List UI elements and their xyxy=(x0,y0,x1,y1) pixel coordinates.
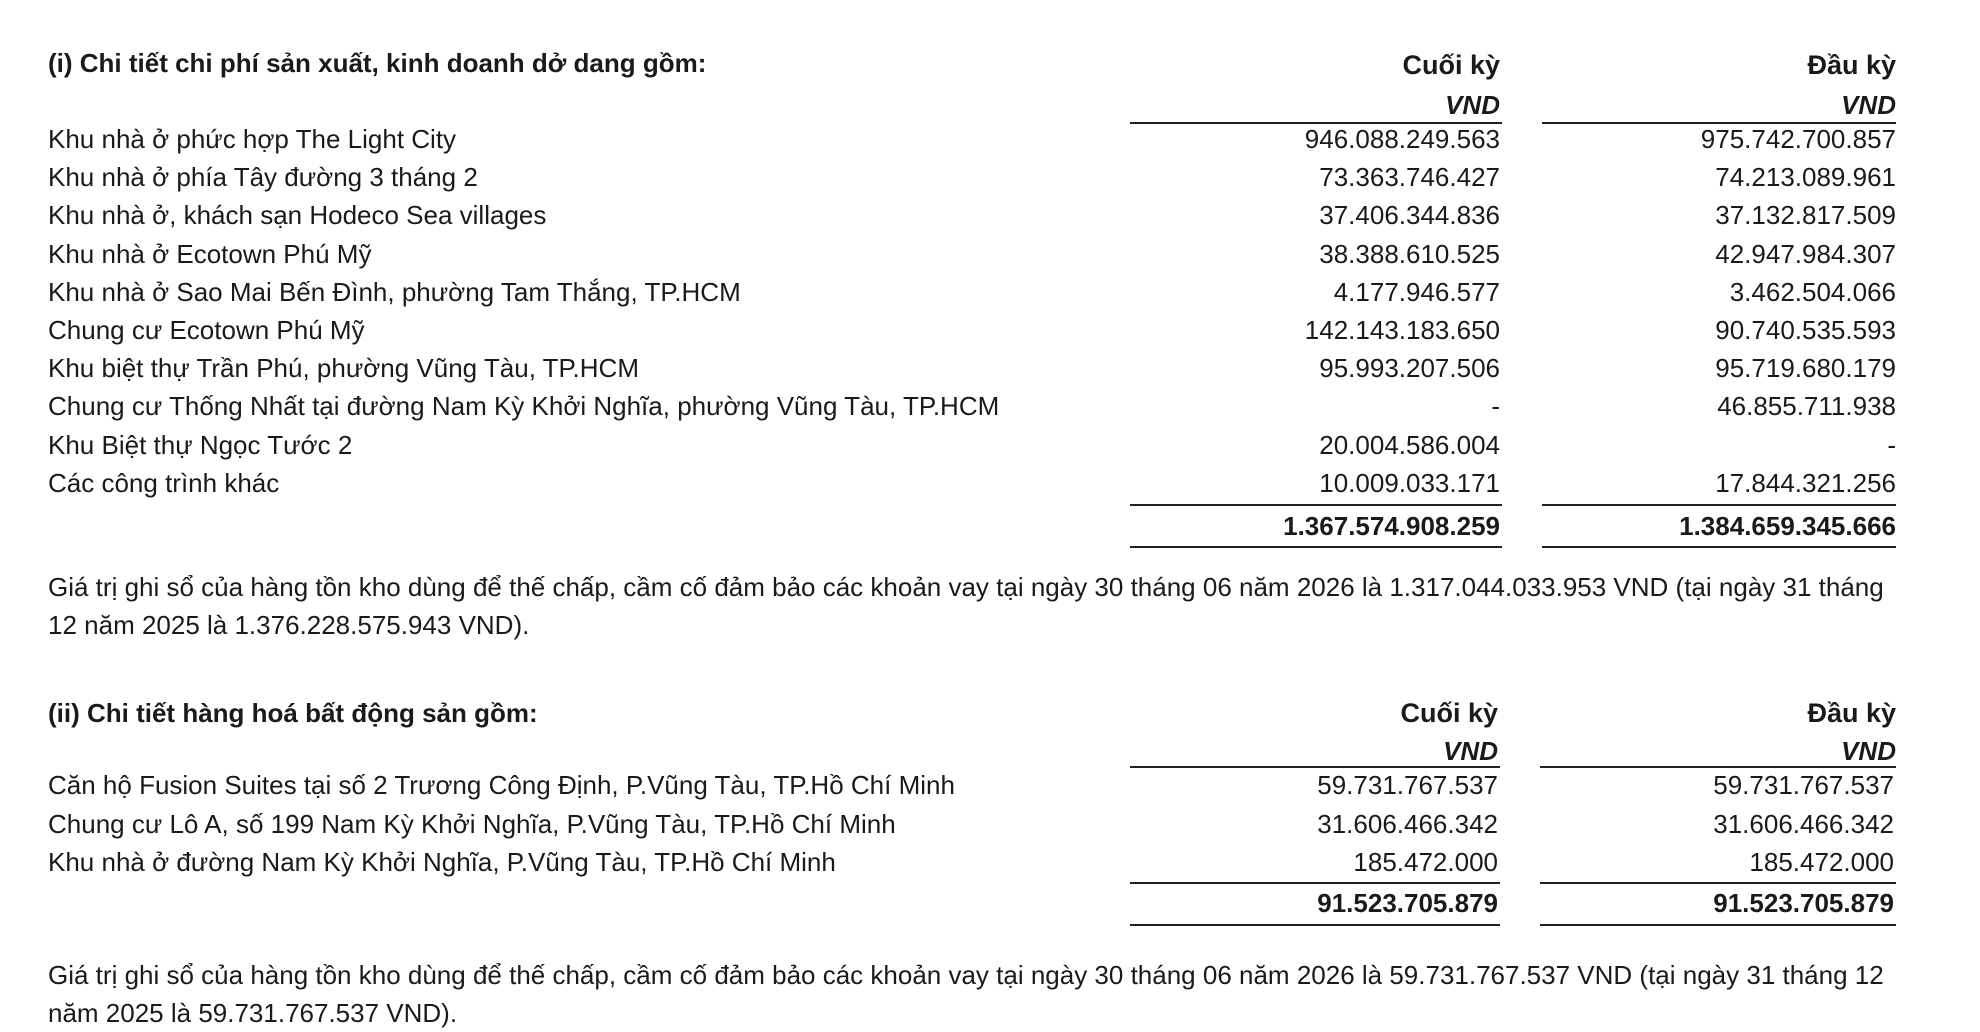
table-row xyxy=(48,162,1900,200)
header-rule-end xyxy=(1130,766,1500,768)
row-begin-value: 95.719.680.179 xyxy=(1715,353,1896,384)
pledged-inventory-note: Giá trị ghi sổ của hàng tồn kho dùng để thế chấp, cầm cố đảm bảo các khoản vay tại ngày 30 tháng 06 năm 2026 là 1.317.044.033.953 VND (tại ngày 31 tháng 12 năm 2025 là 1.376.228.575.943 VND). xyxy=(48,572,1884,640)
row-end-value: 20.004.586.004 xyxy=(1319,429,1500,460)
row-end-value: 38.388.610.525 xyxy=(1319,238,1500,269)
row-label: Khu nhà ở đường Nam Kỳ Khởi Nghĩa, P.Vũng Tàu, TP.Hồ Chí Minh xyxy=(48,847,836,877)
col-end-unit: VND xyxy=(1445,90,1500,120)
total-rule-bottom-begin xyxy=(1540,924,1896,926)
table-row xyxy=(48,391,1900,429)
row-begin-value: 42.947.984.307 xyxy=(1715,238,1896,269)
section-title: (i) Chi tiết chi phí sản xuất, kinh doanh dở dang gồm: xyxy=(48,48,707,78)
row-end-value: 37.406.344.836 xyxy=(1319,200,1500,231)
row-begin-value: 17.844.321.256 xyxy=(1715,467,1896,498)
row-label: Chung cư Ecotown Phú Mỹ xyxy=(48,315,365,345)
row-end-value: 95.993.207.506 xyxy=(1319,353,1500,384)
row-begin-value: 975.742.700.857 xyxy=(1700,124,1896,154)
row-label: Khu nhà ở phía Tây đường 3 tháng 2 xyxy=(48,162,478,193)
row-begin-value: 74.213.089.961 xyxy=(1715,162,1896,193)
col-begin-period-header: Đầu kỳ xyxy=(1807,50,1896,80)
row-begin-value: 31.606.466.342 xyxy=(1713,808,1894,839)
col-end-unit: VND xyxy=(1443,736,1498,766)
table-row xyxy=(48,770,1900,808)
row-label: Chung cư Thống Nhất tại đường Nam Kỳ Khởi Nghĩa, phường Vũng Tàu, TP.HCM xyxy=(48,391,1000,422)
row-begin-value: - xyxy=(1887,429,1896,460)
table-row xyxy=(48,847,1900,885)
table-row xyxy=(48,239,1900,277)
col-end-period-header: Cuối kỳ xyxy=(1402,50,1500,80)
row-begin-value: 59.731.767.537 xyxy=(1713,770,1894,800)
table-row xyxy=(48,124,1900,162)
total-begin-value: 91.523.705.879 xyxy=(1713,888,1894,918)
section-title: (ii) Chi tiết hàng hoá bất động sản gồm: xyxy=(48,698,538,728)
table-row xyxy=(48,200,1900,238)
row-label: Chung cư Lô A, số 199 Nam Kỳ Khởi Nghĩa, P.Vũng Tàu, TP.Hồ Chí Minh xyxy=(48,808,896,839)
table-row xyxy=(48,353,1900,391)
row-label: Khu nhà ở phức hợp The Light City xyxy=(48,124,457,154)
total-end-value: 91.523.705.879 xyxy=(1317,888,1498,918)
row-label: Khu Biệt thự Ngọc Tước 2 xyxy=(48,429,353,460)
row-end-value: 185.472.000 xyxy=(1353,847,1498,877)
row-end-value: 4.177.946.577 xyxy=(1333,276,1500,307)
row-label: Khu biệt thự Trần Phú, phường Vũng Tàu, TP.HCM xyxy=(48,353,639,384)
row-label: Các công trình khác xyxy=(48,467,280,498)
row-end-value: 31.606.466.342 xyxy=(1317,808,1498,839)
total-rule-bottom-begin xyxy=(1542,546,1896,548)
table-row xyxy=(48,468,1900,506)
real-estate-goods-section xyxy=(48,690,1900,950)
col-end-period-header: Cuối kỳ xyxy=(1400,698,1498,728)
header-rule-begin xyxy=(1540,766,1896,768)
row-end-value: 59.731.767.537 xyxy=(1317,770,1498,800)
row-end-value: 946.088.249.563 xyxy=(1304,124,1500,154)
row-end-value: 142.143.183.650 xyxy=(1304,315,1500,345)
row-label: Khu nhà ở, khách sạn Hodeco Sea villages xyxy=(48,200,547,231)
table-row xyxy=(48,430,1900,468)
col-begin-period-header: Đầu kỳ xyxy=(1807,698,1896,728)
row-begin-value: 185.472.000 xyxy=(1749,847,1894,877)
total-rule-top-begin xyxy=(1540,882,1896,884)
row-end-value: - xyxy=(1491,391,1500,422)
total-begin-value: 1.384.659.345.666 xyxy=(1679,511,1896,541)
total-rule-top-begin xyxy=(1542,504,1896,506)
total-rule-top-end xyxy=(1130,882,1500,884)
row-begin-value: 90.740.535.593 xyxy=(1715,315,1896,345)
row-begin-value: 46.855.711.938 xyxy=(1717,391,1896,422)
row-label: Căn hộ Fusion Suites tại số 2 Trương Công Định, P.Vũng Tàu, TP.Hồ Chí Minh xyxy=(48,770,955,800)
total-rule-bottom-end xyxy=(1130,924,1500,926)
total-end-value: 1.367.574.908.259 xyxy=(1283,511,1500,541)
row-begin-value: 37.132.817.509 xyxy=(1715,200,1896,231)
col-begin-unit: VND xyxy=(1841,90,1896,120)
total-row xyxy=(48,511,1900,549)
row-begin-value: 3.462.504.066 xyxy=(1729,276,1896,307)
wip-costs-section xyxy=(48,40,1900,541)
row-end-value: 73.363.746.427 xyxy=(1319,162,1500,193)
row-label: Khu nhà ở Ecotown Phú Mỹ xyxy=(48,238,372,269)
col-begin-unit: VND xyxy=(1841,736,1896,766)
total-rule-top-end xyxy=(1130,504,1502,506)
row-label: Khu nhà ở Sao Mai Bến Đình, phường Tam Thắng, TP.HCM xyxy=(48,276,741,307)
table-row xyxy=(48,809,1900,847)
table-row xyxy=(48,315,1900,353)
table-row xyxy=(48,277,1900,315)
total-row xyxy=(48,888,1900,926)
total-rule-bottom-end xyxy=(1130,546,1502,548)
row-end-value: 10.009.033.171 xyxy=(1319,467,1500,498)
pledged-goods-note: Giá trị ghi sổ của hàng tồn kho dùng để thế chấp, cầm cố đảm bảo các khoản vay tại ngày 30 tháng 06 năm 2026 là 59.731.767.537 VND (tại ngày 31 tháng 12 năm 2025 là 59.731.767.537 VND). xyxy=(48,960,1884,1028)
